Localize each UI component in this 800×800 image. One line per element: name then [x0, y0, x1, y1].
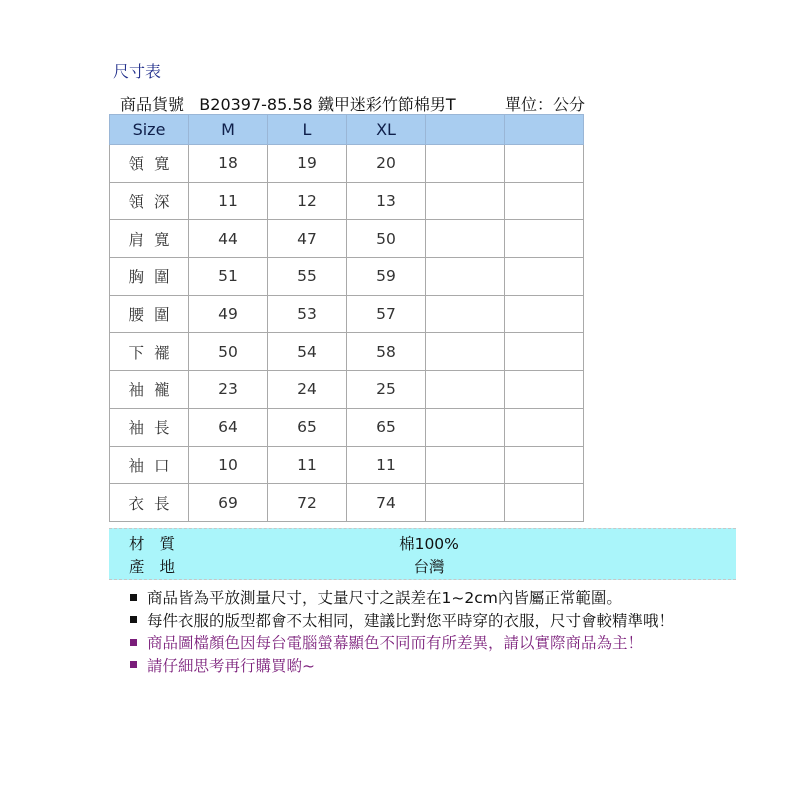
square-bullet-icon: [130, 661, 137, 668]
table-row: [110, 182, 584, 220]
measurement-value: [505, 371, 584, 409]
measurement-label: 下襬: [110, 333, 189, 371]
square-bullet-icon: [130, 639, 137, 646]
table-row: [110, 408, 584, 446]
measurement-value: [505, 145, 584, 183]
measurement-value: 11: [347, 446, 426, 484]
measurement-value: 12: [268, 182, 347, 220]
measurement-value: [426, 446, 505, 484]
measurement-value: 11: [189, 182, 268, 220]
note-text: 請仔細思考再行購買喲~: [147, 656, 315, 675]
measurement-value: [426, 484, 505, 522]
measurement-value: 47: [268, 220, 347, 258]
measurement-value: 59: [347, 258, 426, 296]
note-item: [130, 609, 674, 632]
note-item: [130, 586, 674, 609]
measurement-value: 11: [268, 446, 347, 484]
note-text: 每件衣服的版型都會不太相同，建議比對您平時穿的衣服，尺寸會較精準哦！: [147, 611, 675, 630]
table-header-row: [110, 115, 584, 145]
size-column-header: XL: [347, 115, 426, 145]
material-row: [109, 532, 736, 554]
product-label: 商品貨號: [120, 95, 185, 114]
table-row: [110, 484, 584, 522]
table-row: [110, 371, 584, 409]
measurement-value: 24: [268, 371, 347, 409]
measurement-value: 44: [189, 220, 268, 258]
material-key: 材質: [129, 535, 191, 553]
measurement-value: 74: [347, 484, 426, 522]
measurement-value: [505, 446, 584, 484]
measurement-label: 領寬: [110, 145, 189, 183]
measurement-value: 51: [189, 258, 268, 296]
table-row: [110, 258, 584, 296]
measurement-value: 53: [268, 295, 347, 333]
notes-list: [130, 586, 674, 676]
square-bullet-icon: [130, 594, 137, 601]
measurement-value: [505, 258, 584, 296]
measurement-value: [426, 408, 505, 446]
measurement-value: [505, 484, 584, 522]
note-item: [130, 654, 674, 677]
measurement-value: 13: [347, 182, 426, 220]
measurement-value: 18: [189, 145, 268, 183]
measurement-value: 64: [189, 408, 268, 446]
measurement-value: [426, 295, 505, 333]
measurement-value: [426, 145, 505, 183]
measurement-value: [505, 333, 584, 371]
material-panel: [109, 528, 736, 580]
measurement-value: 10: [189, 446, 268, 484]
size-column-header: [505, 115, 584, 145]
table-row: [110, 295, 584, 333]
measurement-label: 袖襱: [110, 371, 189, 409]
measurement-value: 23: [189, 371, 268, 409]
size-column-header: [426, 115, 505, 145]
measurement-value: 72: [268, 484, 347, 522]
measurement-value: 50: [347, 220, 426, 258]
measurement-value: 65: [268, 408, 347, 446]
square-bullet-icon: [130, 616, 137, 623]
measurement-value: [426, 258, 505, 296]
size-column-header: M: [189, 115, 268, 145]
measurement-value: 69: [189, 484, 268, 522]
measurement-value: [426, 182, 505, 220]
measurement-value: 19: [268, 145, 347, 183]
measurement-label: 袖長: [110, 408, 189, 446]
origin-value: 台灣: [413, 558, 445, 576]
measurement-label: 領深: [110, 182, 189, 220]
measurement-value: 20: [347, 145, 426, 183]
measurement-value: 54: [268, 333, 347, 371]
material-value: 棉100%: [399, 535, 459, 553]
measurement-value: 49: [189, 295, 268, 333]
measurement-value: 57: [347, 295, 426, 333]
measurement-value: [426, 220, 505, 258]
note-item: [130, 631, 674, 654]
table-row: [110, 145, 584, 183]
measurement-label: 肩寬: [110, 220, 189, 258]
product-code: B20397-85.58 鐵甲迷彩竹節棉男T: [199, 95, 456, 114]
origin-key: 產地: [129, 558, 191, 576]
measurement-value: [505, 408, 584, 446]
size-header: Size: [110, 115, 189, 145]
measurement-value: [426, 333, 505, 371]
measurement-value: 50: [189, 333, 268, 371]
measurement-value: [505, 295, 584, 333]
table-row: [110, 220, 584, 258]
table-row: [110, 333, 584, 371]
note-text: 商品皆為平放測量尺寸，丈量尺寸之誤差在1~2cm內皆屬正常範圍。: [147, 589, 622, 608]
unit-label: 單位：公分: [505, 95, 586, 114]
origin-row: [109, 555, 736, 577]
note-text: 商品圖檔顏色因每台電腦螢幕顯色不同而有所差異，請以實際商品為主！: [147, 634, 644, 653]
measurement-label: 胸圍: [110, 258, 189, 296]
measurement-value: [505, 220, 584, 258]
measurement-value: 58: [347, 333, 426, 371]
measurement-value: 25: [347, 371, 426, 409]
measurement-value: [426, 371, 505, 409]
measurement-label: 腰圍: [110, 295, 189, 333]
page-title: 尺寸表: [113, 62, 162, 81]
measurement-value: 55: [268, 258, 347, 296]
table-row: [110, 446, 584, 484]
measurement-label: 袖口: [110, 446, 189, 484]
measurement-value: [505, 182, 584, 220]
measurement-label: 衣長: [110, 484, 189, 522]
product-info: [120, 92, 456, 115]
measurement-value: 65: [347, 408, 426, 446]
size-table: [109, 114, 584, 522]
size-column-header: L: [268, 115, 347, 145]
